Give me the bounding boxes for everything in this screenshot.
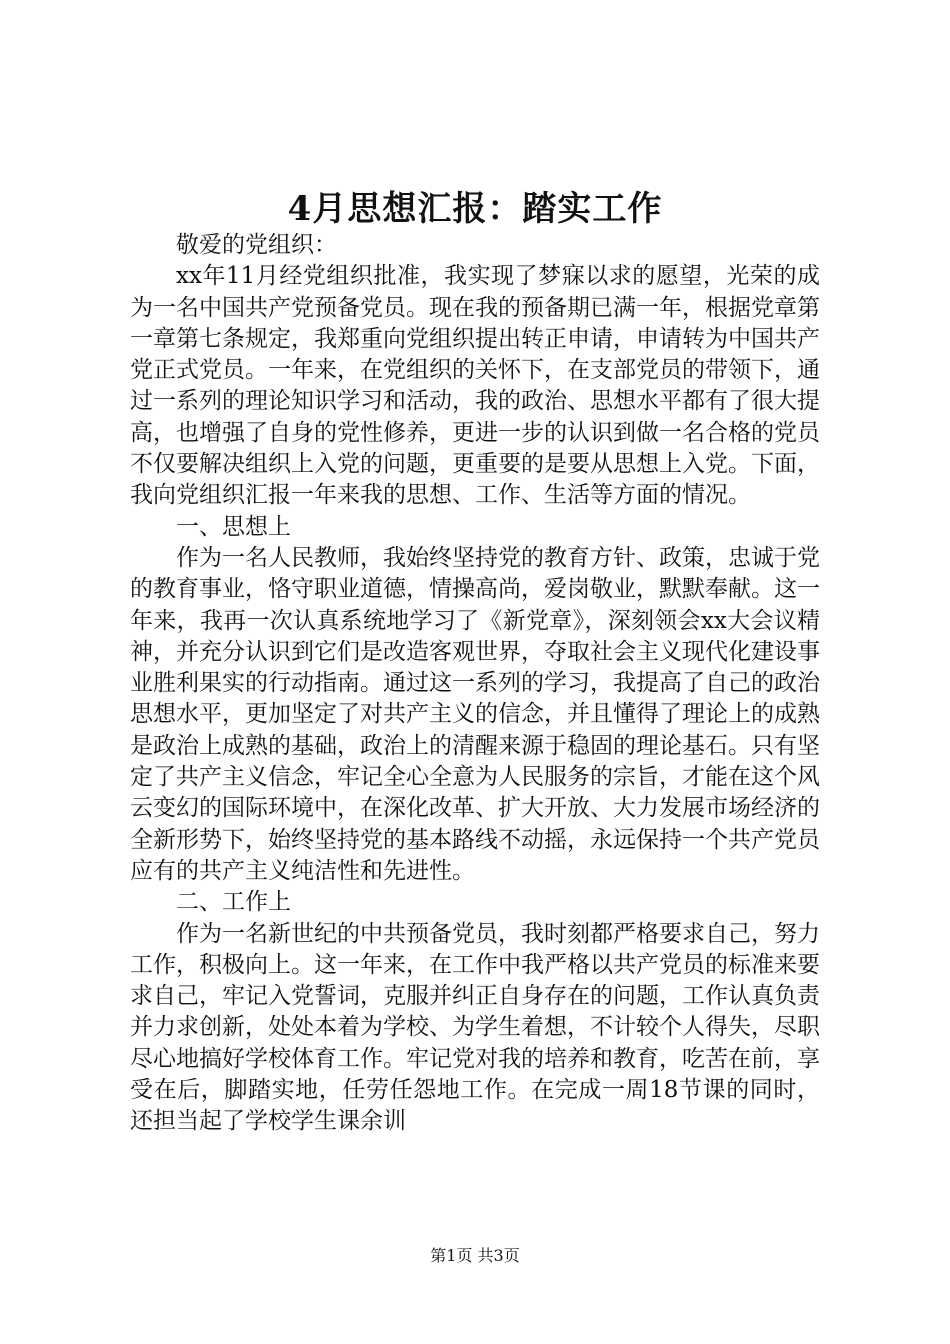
salutation: 敬爱的党组织： <box>176 232 337 258</box>
page-footer: 第1页 共3页 <box>430 1246 520 1265</box>
document-title: 4月思想汇报：踏实工作 <box>287 189 663 229</box>
section-heading-thought: 一、思想上 <box>176 513 291 540</box>
section-heading-work: 二、工作上 <box>176 889 291 916</box>
thought-paragraph: 作为一名人民教师，我始终坚持党的教育方针、政策，忠诚于党的教育事业，恪守职业道德，情操高尚，爱岗敬业，默默奉献。这一年来，我再一次认真系统地学习了《新党章》，深刻领会xx大会议精神，并充分认识到它们是改造客观世界，夺取社会主义现代化建设事业胜利果实的行动指南。通过这一系列的学习，我提高了自己的政治思想水平，更加坚定了对共产主义的信念，并且懂得了理论上的成熟是政治上成熟的基础，政治上的清醒来源于稳固的理论基石。只有坚定了共产主义信念，牢记全心全意为人民服务的宗旨，才能在这个风云变幻的国际环境中，在深化改革、扩大开放、大力发展市场经济的全新形势下，始终坚持党的基本路线不动摇，永远保持一个共产党员应有的共产主义纯洁性和先进性。 <box>130 544 820 884</box>
intro-paragraph: xx年11月经党组织批准，我实现了梦寐以求的愿望，光荣的成为一名中国共产党预备党员。现在我的预备期已满一年，根据党章第一章第七条规定，我郑重向党组织提出转正申请，申请转为中国共产党正式党员。一年来，在党组织的关怀下，在支部党员的带领下，通过一系列的理论知识学习和活动，我的政治、思想水平都有了很大提高，也增强了自身的党性修养，更进一步的认识到做一名合格的党员不仅要解决组织上入党的问题，更重要的是要从思想上入党。下面，我向党组织汇报一年来我的思想、工作、生活等方面的情况。 <box>130 263 820 509</box>
work-paragraph: 作为一名新世纪的中共预备党员，我时刻都严格要求自己，努力工作，积极向上。这一年来，在工作中我严格以共产党员的标准来要求自己，牢记入党誓词，克服并纠正自身存在的问题，工作认真负责并力求创新，处处本着为学校、为学生着想，不计较个人得失，尽职尽心地搞好学校体育工作。牢记党对我的培养和教育，吃苦在前，享受在后，脚踏实地，任劳任怨地工作。在完成一周18节课的同时，还担当起了学校学生课余训 <box>130 920 820 1135</box>
document-body <box>130 230 820 1138</box>
